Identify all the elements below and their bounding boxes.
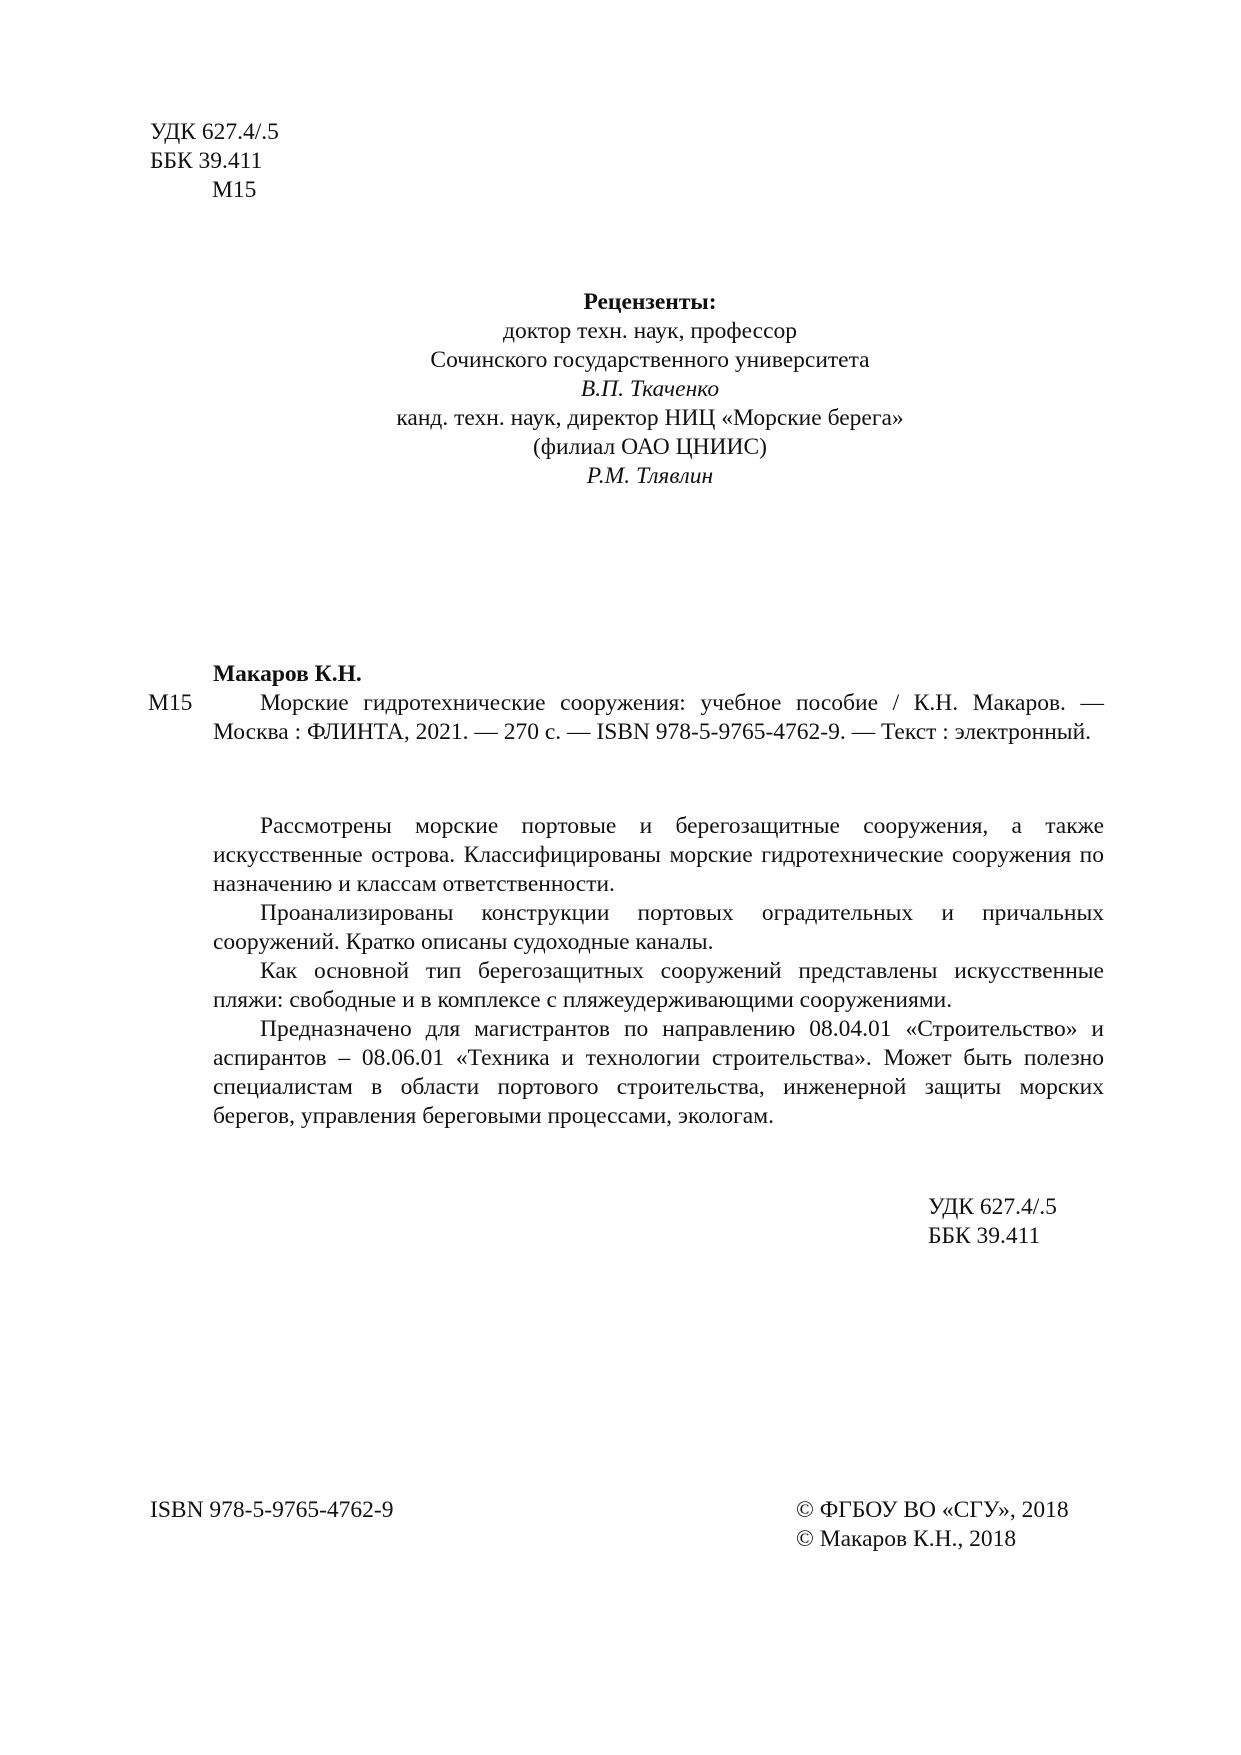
reviewer-line: канд. техн. наук, директор НИЦ «Морские берега» — [396, 405, 904, 431]
author-mark: М15 — [212, 177, 257, 203]
bottom-classification — [928, 1193, 1057, 1251]
copyright-line: © ФГБОУ ВО «СГУ», 2018 — [796, 1497, 1069, 1523]
bibliographic-description: Морские гидротехнические сооружения: учебное пособие / К.Н. Макаров. — Москва : ФЛИНТА, 2021. — 270 с. — ISBN 978-5-9765-4762-9. — Текст : электронный. — [213, 690, 1104, 745]
reviewers-heading: Рецензенты: — [583, 289, 717, 315]
udk-code: УДК 627.4/.5 — [928, 1194, 1057, 1220]
abstract-paragraph: Проанализированы конструкции портовых оградительных и причальных сооружений. Кратко описаны судоходные каналы. — [213, 900, 1104, 955]
top-classification — [150, 118, 279, 205]
reviewer-name: В.П. Ткаченко — [580, 376, 720, 402]
abstract-paragraph: Предназначено для магистрантов по направлению 08.04.01 «Строительство» и аспирантов – 08.06.01 «Техника и технологии строительства». Может быть полезно специалистам в области портового строительства, инженерной защиты морских берегов, управления береговыми процессами, экологам. — [213, 1016, 1104, 1129]
abstract-paragraph: Как основной тип берегозащитных сооружений представлены искусственные пляжи: свободные и в комплексе с пляжеудерживающими сооружениями. — [213, 958, 1104, 1013]
reviewer-line: Сочинского государственного университета — [430, 347, 870, 373]
reviewer-name: Р.М. Тлявлин — [586, 463, 714, 489]
udk-code: УДК 627.4/.5 — [150, 119, 279, 145]
isbn: ISBN 978-5-9765-4762-9 — [150, 1497, 394, 1523]
reviewers-block — [250, 288, 1050, 491]
reviewer-line: (филиал ОАО ЦНИИС) — [532, 434, 767, 460]
author-heading: Макаров К.Н. — [213, 661, 362, 687]
bbk-code: ББК 39.411 — [928, 1223, 1041, 1249]
abstract — [213, 812, 1104, 1131]
abstract-paragraph: Рассмотрены морские портовые и берегозащитные сооружения, а также искусственные острова. Классифицированы морские гидротехнические сооружения по назначению и классам ответственности. — [213, 813, 1104, 897]
bbk-code: ББК 39.411 — [150, 148, 263, 174]
copyright-line: © Макаров К.Н., 2018 — [796, 1526, 1017, 1552]
bibliography-mark: М15 — [148, 690, 193, 716]
bibliographic-record — [213, 660, 1104, 747]
reviewer-line: доктор техн. наук, профессор — [502, 318, 798, 344]
copyright-block — [796, 1496, 1069, 1554]
